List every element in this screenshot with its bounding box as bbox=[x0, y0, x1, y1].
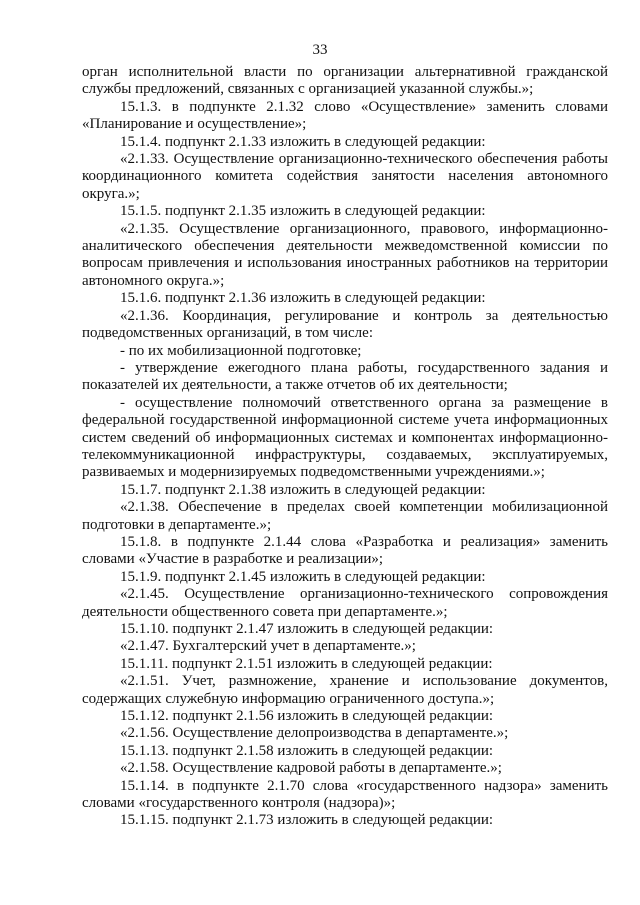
page-number: 33 bbox=[312, 42, 328, 58]
paragraph: - осуществление полномочий ответственного органа за размещение в федеральной государственной информационной системе учета информационных систем сведений об информационных системах и компонентах информационно-телекоммуникационной инфраструктуры, создаваемых, эксплуатируемых, развиваемых и модернизируемых подведомственными учреждениями.»; bbox=[82, 394, 608, 481]
paragraph: «2.1.36. Координация, регулирование и контроль за деятельностью подведомственных организаций, в том числе: bbox=[82, 307, 608, 342]
paragraph: «2.1.35. Осуществление организационного, правового, информационно-аналитического обеспечения деятельности межведомственной комиссии по вопросам привлечения и использования иностранных работников на территории автономного округа.»; bbox=[82, 220, 608, 289]
paragraph: «2.1.45. Осуществление организационно-технического сопровождения деятельности общественного совета при департаменте.»; bbox=[82, 586, 608, 620]
paragraph: «2.1.58. Осуществление кадровой работы в департаменте.»; bbox=[120, 760, 502, 777]
paragraph: 15.1.3. в подпункте 2.1.32 слово «Осуществление» заменить словами «Планирование и осуществление»; bbox=[82, 98, 608, 133]
document-body bbox=[82, 64, 608, 830]
paragraph: орган исполнительной власти по организации альтернативной гражданской службы предложений, связанных с организацией указанной службы.»; bbox=[82, 64, 608, 98]
paragraph: 15.1.5. подпункт 2.1.35 изложить в следующей редакции: bbox=[120, 203, 486, 220]
paragraph: 15.1.14. в подпункте 2.1.70 слова «государственного надзора» заменить словами «государственного контроля (надзора)»; bbox=[82, 777, 608, 812]
paragraph: 15.1.6. подпункт 2.1.36 изложить в следующей редакции: bbox=[120, 290, 486, 307]
paragraph: 15.1.8. в подпункте 2.1.44 слова «Разработка и реализация» заменить словами «Участие в разработке и реализации»; bbox=[82, 533, 608, 568]
paragraph: 15.1.13. подпункт 2.1.58 изложить в следующей редакции: bbox=[120, 742, 494, 759]
paragraph: «2.1.47. Бухгалтерский учет в департаменте.»; bbox=[120, 638, 416, 655]
paragraph: - по их мобилизационной подготовке; bbox=[120, 342, 362, 359]
paragraph: «2.1.38. Обеспечение в пределах своей компетенции мобилизационной подготовки в департаменте.»; bbox=[82, 499, 608, 533]
paragraph: - утверждение ежегодного плана работы, государственного задания и показателей их деятельности, а также отчетов об их деятельности; bbox=[82, 359, 608, 394]
paragraph: 15.1.10. подпункт 2.1.47 изложить в следующей редакции: bbox=[120, 621, 494, 637]
paragraph: 15.1.15. подпункт 2.1.73 изложить в следующей редакции: bbox=[120, 812, 494, 829]
paragraph: 15.1.4. подпункт 2.1.33 изложить в следующей редакции: bbox=[120, 133, 486, 150]
paragraph: 15.1.9. подпункт 2.1.45 изложить в следующей редакции: bbox=[120, 568, 486, 585]
paragraph: 15.1.12. подпункт 2.1.56 изложить в следующей редакции: bbox=[120, 708, 494, 725]
paragraph: «2.1.56. Осуществление делопроизводства в департаменте.»; bbox=[120, 725, 509, 742]
paragraph: «2.1.51. Учет, размножение, хранение и использование документов, содержащих служебную информацию ограниченного доступа.»; bbox=[82, 673, 608, 707]
paragraph: 15.1.7. подпункт 2.1.38 изложить в следующей редакции: bbox=[120, 481, 486, 498]
paragraph: «2.1.33. Осуществление организационно-технического обеспечения работы координационного комитета содействия занятости населения автономного округа.»; bbox=[82, 151, 608, 202]
paragraph: 15.1.11. подпункт 2.1.51 изложить в следующей редакции: bbox=[120, 655, 493, 672]
